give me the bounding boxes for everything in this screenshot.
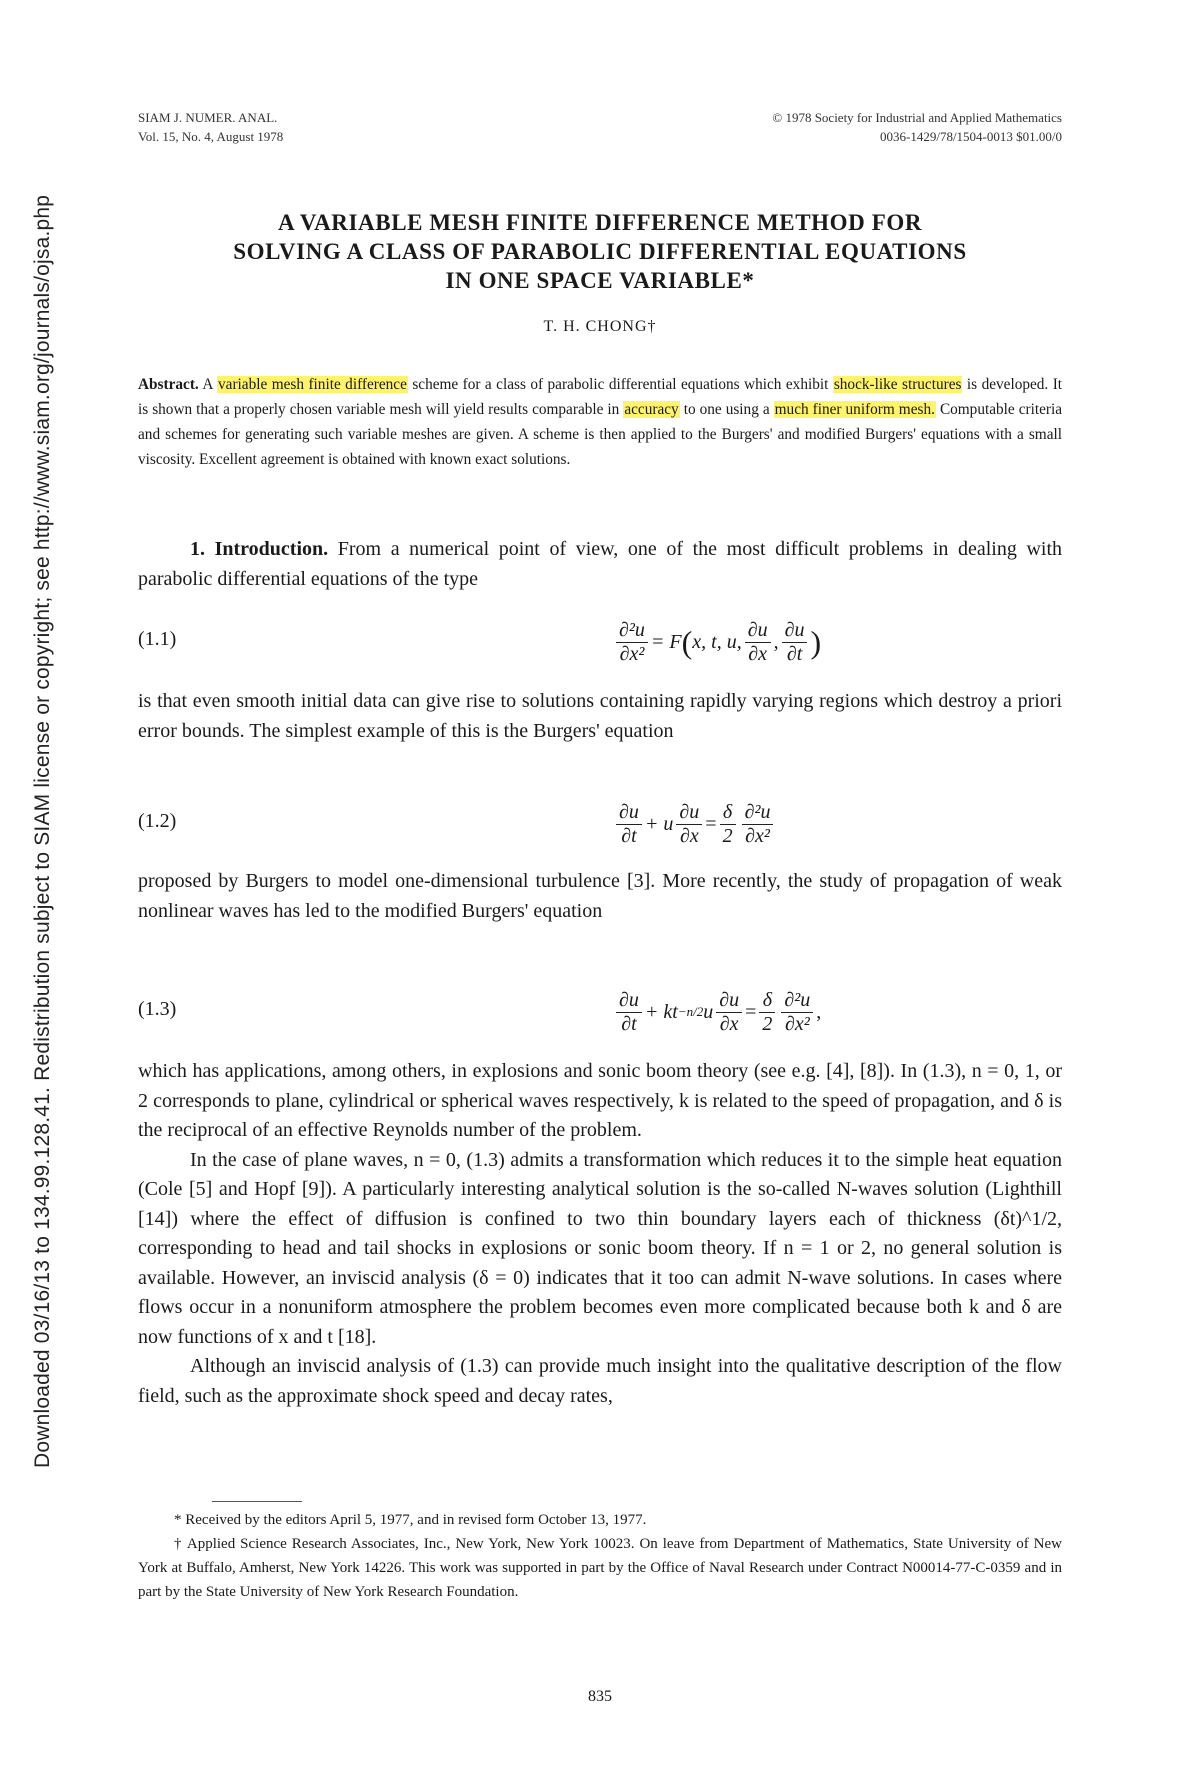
paren-close-icon: ) [810,624,822,660]
equation-1-3 [138,976,1062,1048]
section-heading: 1. Introduction. [190,538,329,560]
eq-operator: = F [650,630,682,653]
intro-paragraph-3 [138,867,1062,926]
abstract-text-4: to one using a [683,401,770,418]
abstract-text-5: Computable criteria and schemes for generating such variable meshes are given. A scheme is then applied to the Burgers' and modified Burgers' equations with a small viscosity. Excellent agreement is obtained with known exact solutions. [138,401,1063,468]
fraction: $\frac{\delta}{2}$ [720,801,736,848]
eq-operator: = [705,812,717,835]
journal-volume: Vol. 15, No. 4, August 1978 [138,129,284,144]
equation-1-2 [138,788,1062,860]
intro-text-5: In the case of plane waves, n = 0, (1.3) admits a transformation which reduces it to the simple heat equation (Cole [5] and Hopf [9]). A particularly interesting analytical solution is the so-called N-waves solution (Lighthill [14]) where the effect of diffusion is confined to two thin boundary layers each of thickness (δt)^1/2, corresponding to head and tail shocks in explosions or sonic boom theory. If n = 1 or 2, no general solution is available. However, an inviscid analysis (δ = 0) indicates that it too can admit N-wave solutions. In cases where flows occur in a nonuniform atmosphere the problem becomes even more complicated because both k and δ are now functions of x and t [18]. [138,1148,1062,1348]
abstract [138,372,1062,472]
fraction: $\frac{\partial u}{\partial t}$ [616,801,642,848]
author: T. H. CHONG† [543,318,657,335]
fraction: $\frac{\partial u}{\partial x}$ [716,989,742,1036]
fraction: $\frac{\partial u}{\partial t}$ [616,989,642,1036]
title-line-3: IN ONE SPACE VARIABLE* [445,268,755,293]
equation-number: (1.1) [138,628,177,650]
title-line-1: A VARIABLE MESH FINITE DIFFERENCE METHOD FOR [277,210,923,235]
eq-term-u: u [703,1000,714,1023]
intro-paragraph-4 [138,1057,1062,1411]
intro-paragraph-2 [138,687,1062,746]
eq-tail: , [816,1000,822,1023]
fraction: $\frac{\delta}{2}$ [759,989,775,1036]
copyright-header [772,108,1062,146]
equation-1-1 [138,606,1062,678]
footnote-2-text: † Applied Science Research Associates, Inc., New York, New York 10023. On leave from Department of Mathematics, State University of New York at Buffalo, Amherst, New York 14226. This work was supported in part by the Office of Naval Research under Contract N00014-77-C-0359 and in part by the State University of New York Research Foundation. [138,1536,1062,1600]
highlight-2[interactable]: shock-like structures [833,376,962,393]
fraction: $\frac{\partial u}{\partial t}$ [782,619,808,666]
fraction: $\frac{\text{∂²u}}{\text{∂x²}}$ [742,801,774,848]
journal-header [138,108,283,146]
fraction: $\frac{\partial u}{\partial x}$ [745,619,771,666]
intro-text-3: proposed by Burgers to model one-dimensional turbulence [3]. More recently, the study of propagation of weak nonlinear waves has led to the modified Burgers' equation [138,870,1062,922]
page-number: 835 [588,1688,612,1705]
eq-exponent: −n/2 [677,1004,704,1019]
highlight-1[interactable]: variable mesh finite difference [218,376,407,393]
footnote-received [138,1508,1062,1532]
abstract-text-3: is developed. It is shown that a properly chosen variable mesh will yield results comparable in [138,376,1063,418]
comma-icon: , [773,630,779,653]
fraction: $\frac{\text{∂²u}}{\text{∂x²}}$ [781,989,813,1036]
equation-number: (1.2) [138,810,177,832]
fraction: $\frac{\text{∂²u}}{\text{∂x²}}$ [616,619,648,666]
eq-args: x, t, u, [692,630,742,653]
abstract-text-1: A [202,376,213,393]
journal-name: SIAM J. NUMER. ANAL. [138,110,278,125]
download-notice-text: Downloaded 03/16/13 to 134.99.128.41. Redistribution subject to SIAM license or copyright; see http://www.siam.org/journals/ojsa.php [31,194,54,1468]
eq-term: + kt [644,1000,678,1023]
footnote-1-text: * Received by the editors April 5, 1977, and in revised form October 13, 1977. [174,1512,647,1528]
title-line-2: SOLVING A CLASS OF PARABOLIC DIFFERENTIAL EQUATIONS [233,239,967,264]
paper-title [140,208,1060,295]
footnote-affiliation [138,1532,1062,1604]
eq-term: + u [644,812,674,835]
download-notice [0,0,54,1500]
equation-number: (1.3) [138,998,177,1020]
highlight-4[interactable]: much finer uniform mesh. [774,401,935,418]
abstract-text-2: scheme for a class of parabolic differential equations which exhibit [412,376,829,393]
highlight-3[interactable]: accuracy [624,401,679,418]
intro-text-2: is that even smooth initial data can give rise to solutions containing rapidly varying regions which destroy a priori error bounds. The simplest example of this is the Burgers' equation [138,690,1062,742]
copyright-line: © 1978 Society for Industrial and Applied Mathematics [772,110,1062,125]
footnote-divider [212,1501,302,1502]
abstract-label: Abstract. [138,376,199,393]
intro-paragraph-1 [138,535,1062,594]
intro-text-4: which has applications, among others, in explosions and sonic boom theory (see e.g. [4], [8]). In (1.3), n = 0, 1, or 2 corresponds to plane, cylindrical or spherical waves respectively, k is related to the speed of propagation, and δ is the reciprocal of an effective Reynolds number of the problem. [138,1060,1062,1141]
paren-open-icon: ( [681,624,693,660]
intro-text-1: From a numerical point of view, one of the most difficult problems in dealing with parabolic differential equations of the type [138,538,1063,590]
eq-operator: = [745,1000,757,1023]
article-code: 0036-1429/78/1504-0013 $01.00/0 [880,129,1062,144]
fraction: $\frac{\partial u}{\partial x}$ [676,801,702,848]
intro-text-6: Although an inviscid analysis of (1.3) can provide much insight into the qualitative description of the flow field, such as the approximate shock speed and decay rates, [138,1355,1062,1407]
